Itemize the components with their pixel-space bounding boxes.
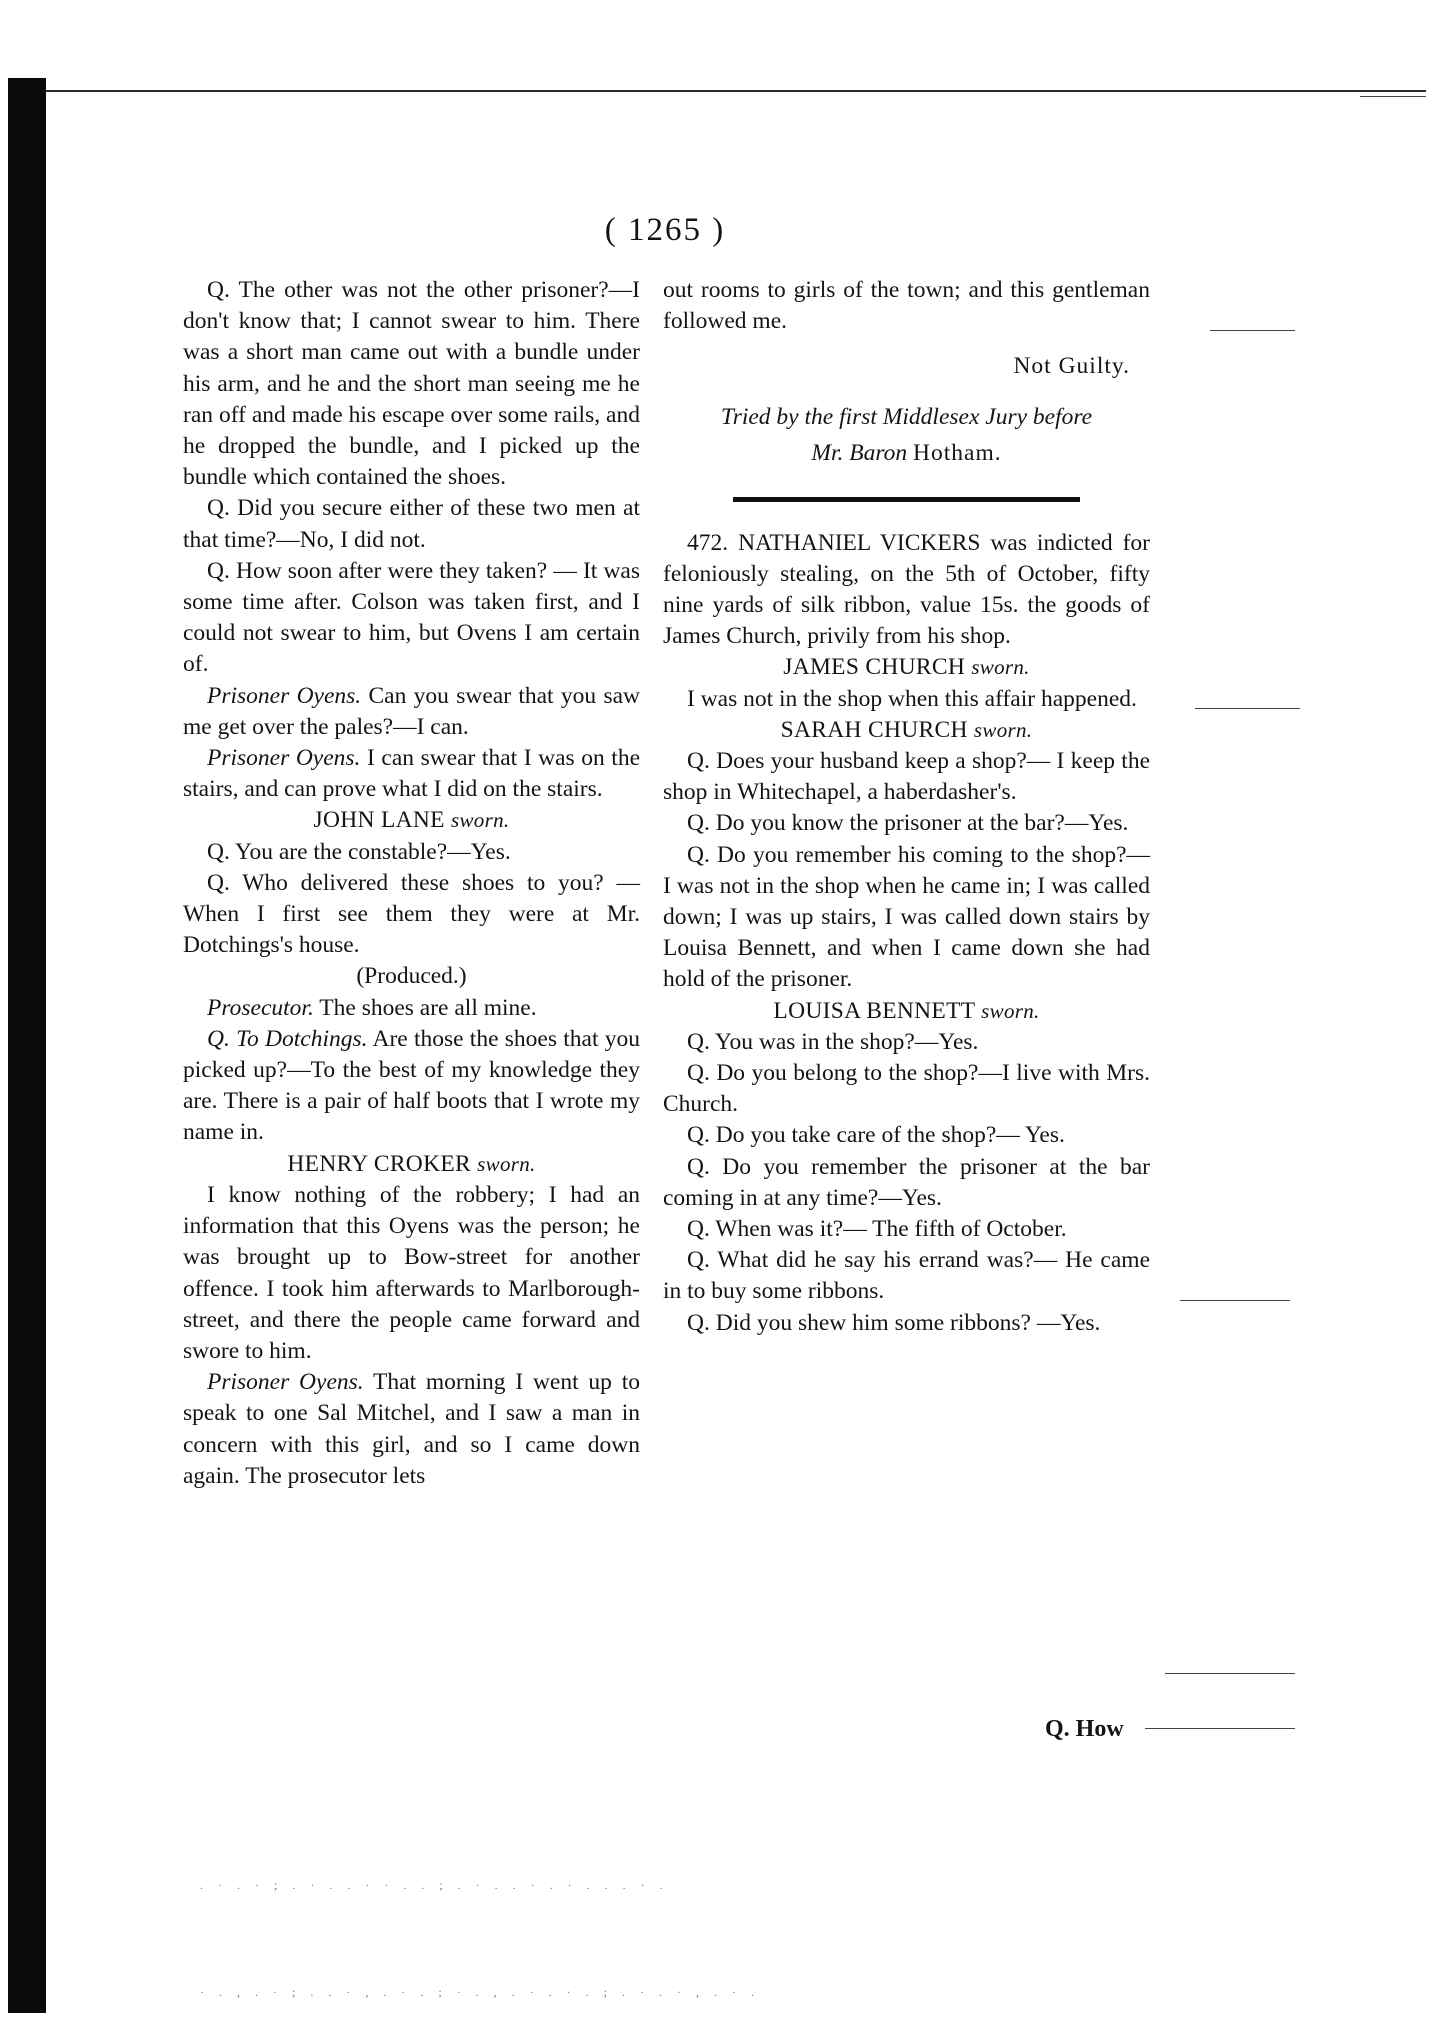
- paragraph: Q. Who delivered these shoes to you? —When I first see them they were at Mr. Dotchings's house.: [183, 869, 640, 959]
- paragraph: Q. Does your husband keep a shop?— I keep the shop in Whitechapel, a haberdasher's.: [663, 748, 1150, 806]
- paragraph: Q. Do you take care of the shop?— Yes.: [687, 1122, 1065, 1149]
- paragraph: Q. You are the constable?—Yes.: [207, 838, 511, 865]
- witness-heading: [183, 805, 640, 836]
- witness-heading: [663, 715, 1150, 746]
- margin-rule: [1145, 1728, 1295, 1729]
- top-rule: [46, 90, 1426, 92]
- page-number: ( 1265 ): [604, 212, 726, 248]
- witness-name: SARAH CHURCH: [780, 716, 968, 743]
- margin-rule: [1165, 1673, 1295, 1674]
- paragraph: Q. Do you know the prisoner at the bar?—Yes.: [687, 810, 1129, 837]
- judge-title: Mr. Baron: [811, 439, 908, 466]
- section-separator: [733, 497, 1080, 502]
- bleed-through-specks: . · . · ; . · . . · · . . ; . · . . · . · . . . · .: [200, 1878, 669, 1892]
- binding-edge: [8, 78, 46, 2013]
- sworn-label: sworn.: [981, 998, 1040, 1023]
- sworn-label: sworn.: [971, 655, 1030, 680]
- paragraph: Q. When was it?— The fifth of October.: [687, 1216, 1067, 1243]
- case-text: NATHANIEL VICKERS was indicted for feloniously stealing, on the 5th of October, fifty nine yards of silk ribbon, value 15s. the goods of James Church, privily from his shop.: [663, 529, 1150, 650]
- speech-text: That morning I went up to speak to one Sal Mitchel, and I saw a man in concern with this girl, and so I came down again. The prosecutor lets: [183, 1369, 640, 1489]
- paragraph: Q. Do you remember his coming to the shop?— I was not in the shop when he came in; I was called down; I was up stairs, I was called down stairs by Louisa Bennett, and when I came down she had hold of the prisoner.: [663, 841, 1150, 993]
- speaker-label: Prosecutor.: [207, 994, 314, 1021]
- jury-line: Tried by the first Middlesex Jury before: [720, 403, 1093, 430]
- case-number: 472.: [687, 529, 729, 556]
- margin-rule: [1360, 96, 1426, 97]
- paragraph: [183, 743, 640, 805]
- speaker-label: Prisoner Oyens.: [207, 682, 362, 709]
- right-column: [663, 275, 1150, 1339]
- paragraph: Q. Did you shew him some ribbons? —Yes.: [687, 1309, 1101, 1336]
- paragraph: out rooms to girls of the town; and this gentleman followed me.: [663, 277, 1150, 335]
- paragraph: Q. Do you remember the prisoner at the bar coming in at any time?—Yes.: [663, 1153, 1150, 1211]
- case-heading: [663, 528, 1150, 653]
- left-column: [183, 275, 640, 1492]
- paragraph: Q. Did you secure either of these two men at that time?—No, I did not.: [183, 495, 640, 553]
- bleed-through-specks: · . , . · ; . . · , . · . ; · . , . · . · . ; . · . · , . · .: [200, 1985, 760, 1999]
- paragraph: Q. How soon after were they taken? — It was some time after. Colson was taken first, and I could not swear to him, but Ovens I am certain of.: [183, 557, 640, 678]
- paragraph: [183, 681, 640, 743]
- paragraph: I was not in the shop when this affair happened.: [687, 685, 1137, 712]
- sworn-label: sworn.: [973, 717, 1033, 742]
- witness-heading: [663, 652, 1150, 683]
- paragraph: Q. You was in the shop?—Yes.: [687, 1028, 979, 1055]
- speaker-label: Prisoner Oyens.: [207, 745, 361, 772]
- margin-rule: [1210, 330, 1295, 331]
- margin-rule: [1195, 708, 1300, 709]
- witness-name: JOHN LANE: [313, 807, 445, 834]
- verdict: Not Guilty.: [1013, 353, 1130, 380]
- produced-note: (Produced.): [356, 963, 467, 990]
- speech-text: Can you swear that you saw me get over the pales?—I can.: [183, 682, 640, 740]
- paragraph: I know nothing of the robbery; I had an information that this Oyens was the person; he was brought up to Bow-street for another offence. I took him afterwards to Marlborough-street, and there the people came forward and swore to him.: [183, 1181, 640, 1364]
- sworn-label: sworn.: [451, 808, 510, 833]
- speaker-label: Q. To Dotchings.: [207, 1025, 368, 1052]
- speech-text: Are those the shoes that you picked up?—To the best of my knowledge they are. There is a pair of half boots that I wrote my name in.: [183, 1025, 640, 1146]
- witness-heading: [183, 1149, 640, 1180]
- paragraph: Q. The other was not the other prisoner?—I don't know that; I cannot swear to him. There was a short man came out with a bundle under his arm, and he and the short man seeing me he ran off and made his escape over some rails, and he dropped the bundle, and I picked up the bundle which contained the shoes.: [183, 277, 640, 491]
- catchword: Q. How: [1045, 1716, 1124, 1742]
- paragraph: [183, 1367, 640, 1492]
- judge-name: Hotham.: [913, 439, 1002, 466]
- witness-name: LOUISA BENNETT: [773, 997, 975, 1024]
- paragraph: Q. Do you belong to the shop?—I live with Mrs. Church.: [663, 1060, 1150, 1118]
- witness-name: HENRY CROKER: [287, 1150, 471, 1177]
- witness-heading: [663, 996, 1150, 1027]
- paragraph: Q. What did he say his errand was?— He came in to buy some ribbons.: [663, 1247, 1150, 1305]
- speaker-label: Prisoner Oyens.: [207, 1369, 364, 1396]
- paragraph: [183, 1024, 640, 1149]
- speech-text: I can swear that I was on the stairs, and can prove what I did on the stairs.: [183, 745, 641, 803]
- witness-name: JAMES CHURCH: [783, 654, 966, 681]
- speech-text: The shoes are all mine.: [319, 994, 537, 1021]
- margin-rule: [1180, 1300, 1290, 1301]
- jury-note: [663, 399, 1150, 471]
- paragraph: [183, 993, 640, 1024]
- sworn-label: sworn.: [477, 1151, 536, 1176]
